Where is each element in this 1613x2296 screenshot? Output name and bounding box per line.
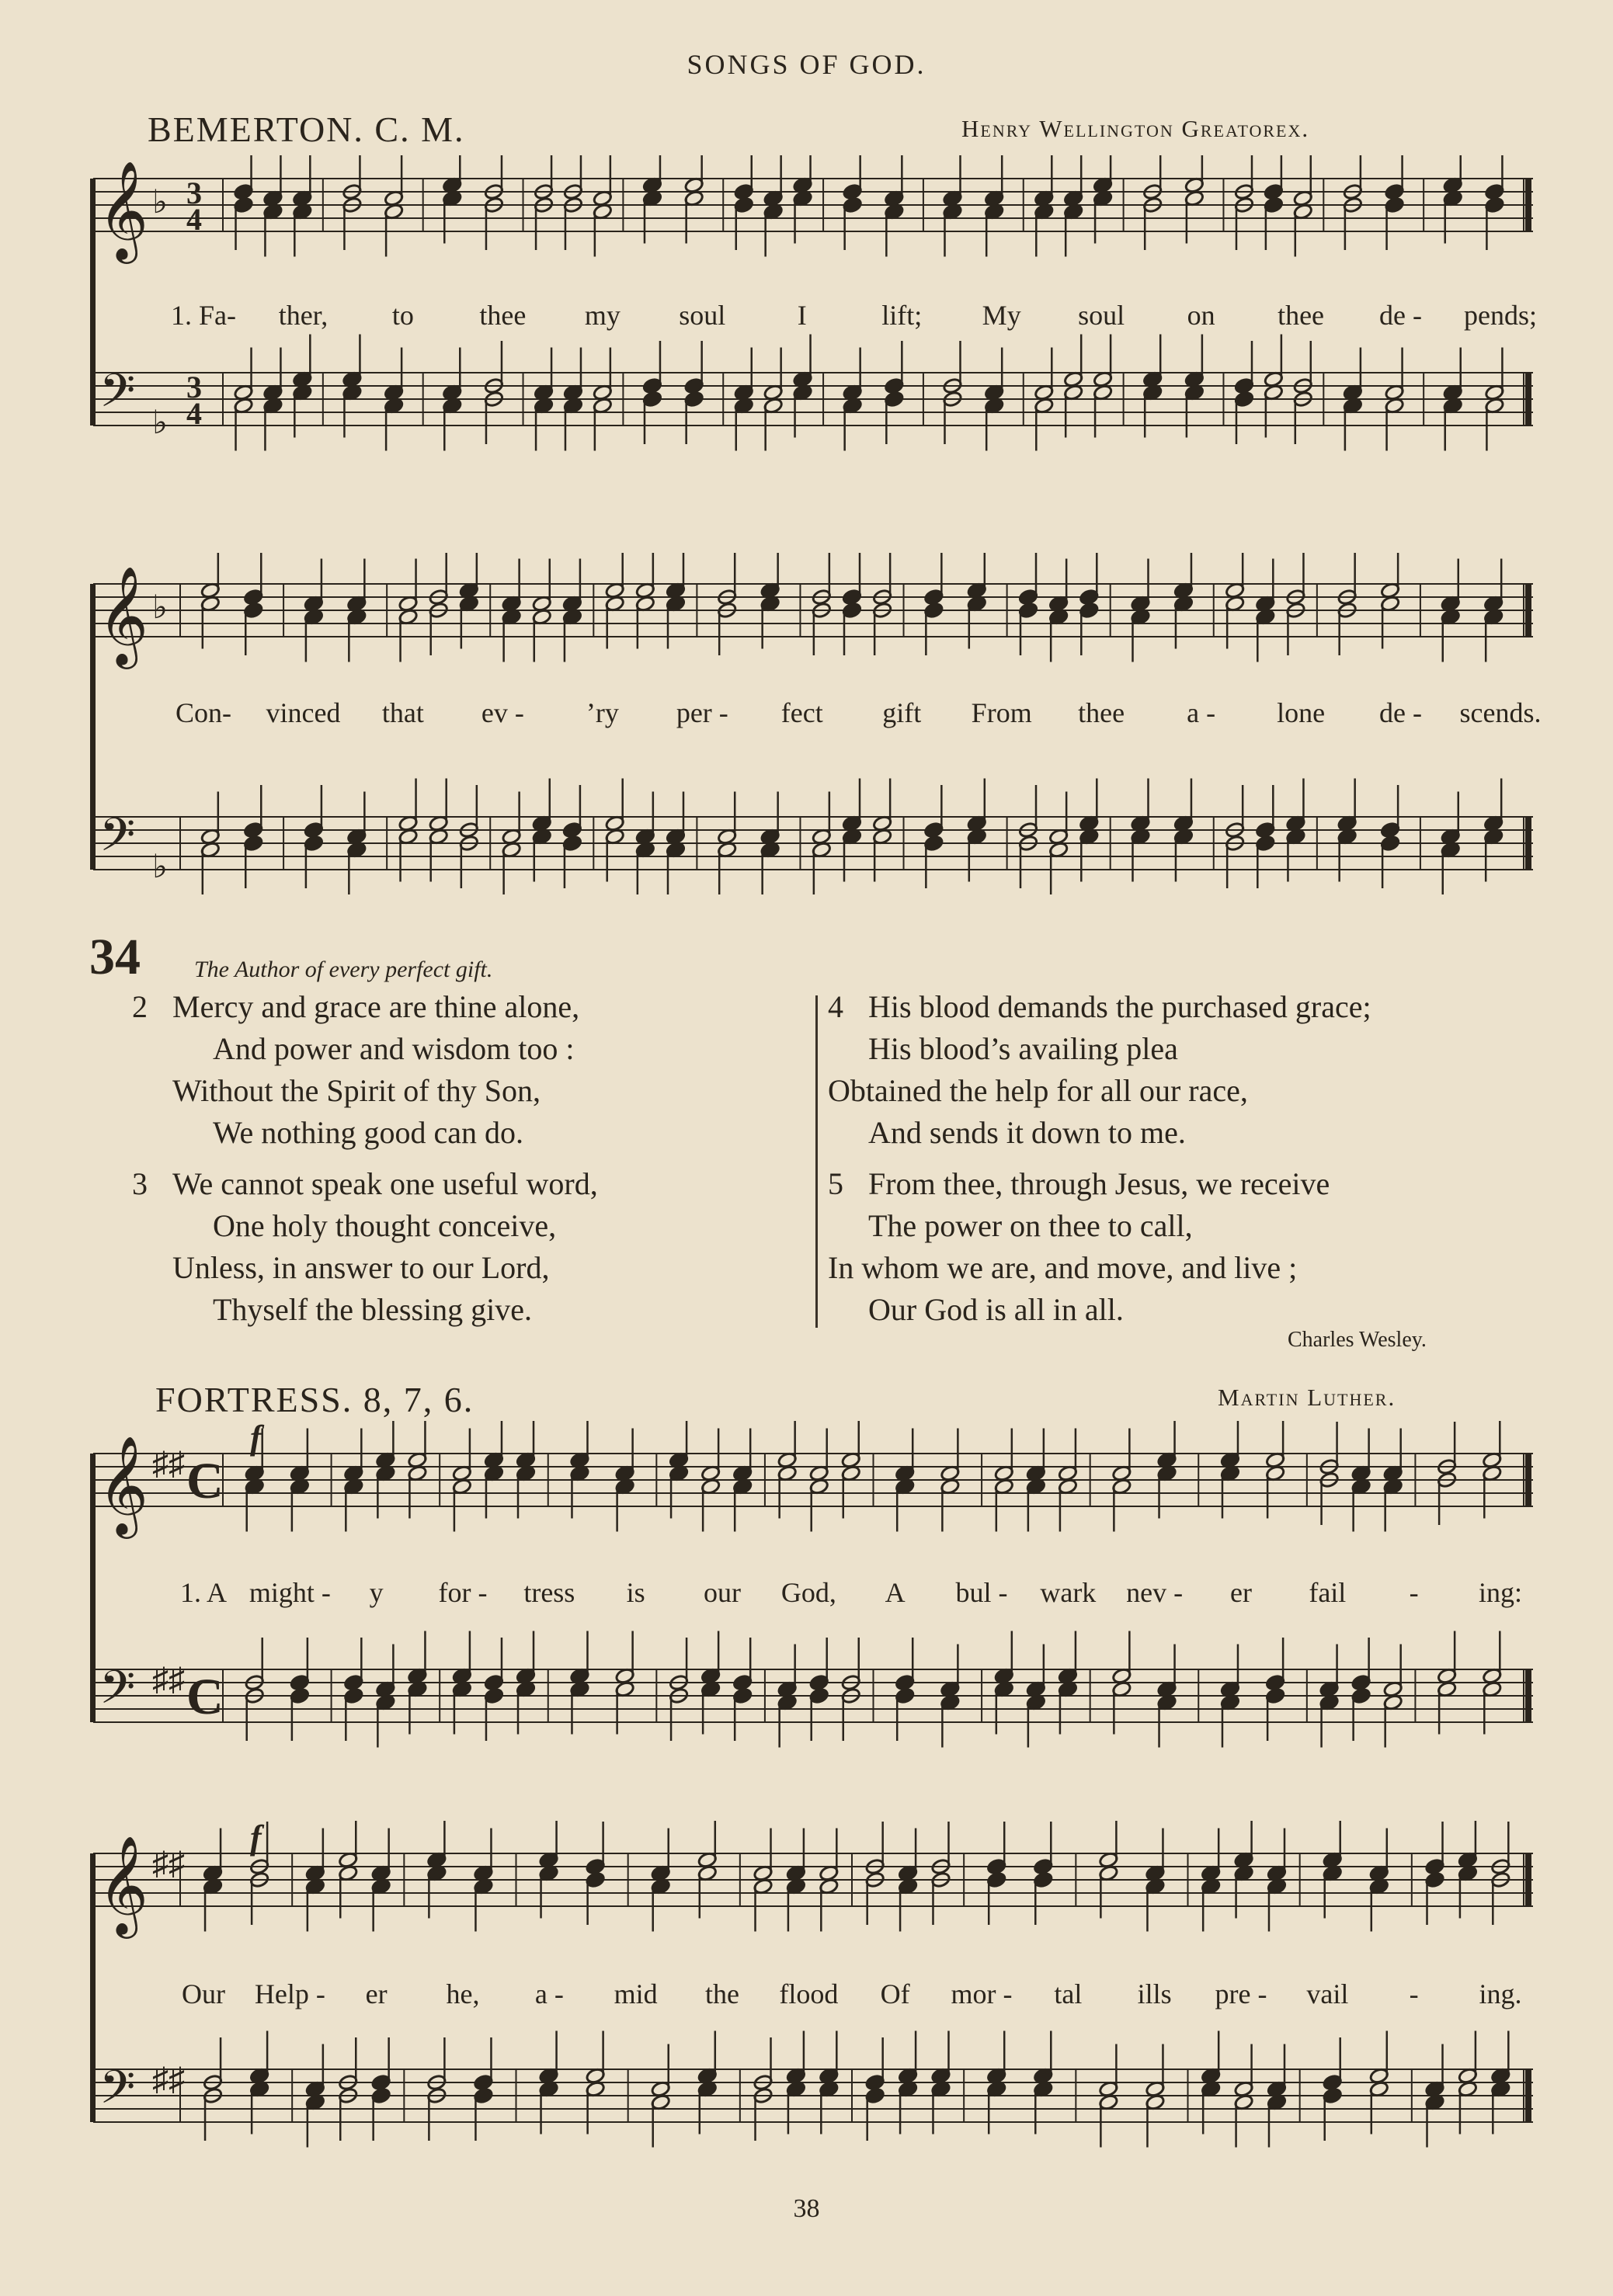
svg-text:3: 3	[186, 175, 202, 210]
stanza-column-right	[828, 986, 1371, 1340]
svg-text:𝄢: 𝄢	[99, 808, 136, 873]
lyric-syllable: lone	[1277, 697, 1326, 728]
lyric-syllable: ’ry	[586, 697, 619, 728]
lyric-syllable: soul	[679, 300, 726, 331]
lyric-syllable: mid	[614, 1978, 658, 2009]
composer-fortress: Martin Luther.	[1218, 1384, 1396, 1411]
hymn-number: 34	[89, 929, 141, 985]
svg-text:𝄞: 𝄞	[98, 160, 149, 259]
lyric-syllable: pre -	[1215, 1978, 1267, 2009]
stanza	[132, 1163, 598, 1331]
svg-text:4: 4	[186, 202, 202, 237]
svg-text:♭: ♭	[152, 405, 168, 441]
stanza-line: We cannot speak one useful word,	[172, 1166, 598, 1201]
svg-text:𝄢: 𝄢	[99, 1660, 136, 1725]
lyric-syllable: is	[626, 1577, 645, 1608]
lyric-syllable: tress	[523, 1577, 575, 1608]
stanza	[828, 986, 1371, 1154]
stanza-line: Unless, in answer to our Lord,	[172, 1250, 550, 1285]
stanza-number: 2	[132, 989, 148, 1024]
lyric-syllable: Help -	[254, 1978, 325, 2009]
stanza-line: We nothing good can do.	[213, 1115, 524, 1150]
hymn-author: Charles Wesley.	[1288, 1328, 1427, 1352]
lyric-syllable: 1. A	[179, 1577, 228, 1608]
score-system-fortress-1	[87, 1421, 1539, 1755]
lyric-syllable: -	[1409, 1978, 1419, 2009]
lyrics-line	[87, 696, 1542, 735]
tune-title-bemerton: BEMERTON. C. M.	[148, 109, 465, 149]
lyrics-line	[87, 1978, 1539, 2016]
svg-text:𝄞: 𝄞	[98, 1435, 149, 1534]
svg-text:♯♯: ♯♯	[152, 1447, 185, 1482]
svg-text:𝄢: 𝄢	[99, 2060, 136, 2125]
lyric-syllable: ev -	[481, 697, 524, 728]
lyric-syllable: er	[365, 1978, 388, 2009]
stanza-line: His blood demands the purchased grace;	[868, 989, 1371, 1024]
page-number: 38	[793, 2194, 820, 2223]
lyric-syllable: my	[584, 300, 621, 331]
lyric-syllable: My	[982, 300, 1021, 331]
lyric-syllable: ing:	[1478, 1577, 1523, 1608]
stanza-line: Mercy and grace are thine alone,	[172, 989, 580, 1024]
lyric-syllable: Our	[182, 1978, 225, 2009]
stanza-line: His blood’s availing plea	[868, 1031, 1178, 1066]
score-system-bemerton-2	[87, 553, 1542, 894]
lyric-syllable: that	[381, 697, 424, 728]
lyric-syllable: soul	[1078, 300, 1125, 331]
lyric-syllable: per -	[676, 697, 728, 728]
lyric-syllable: y	[369, 1577, 384, 1608]
lyric-syllable: pends;	[1464, 300, 1537, 331]
svg-text:𝄢: 𝄢	[99, 363, 136, 429]
stanza-line: Our God is all in all.	[868, 1292, 1124, 1327]
svg-text:C: C	[186, 1669, 224, 1725]
hymn-subtitle: The Author of every perfect gift.	[194, 957, 493, 982]
stanza-line: Without the Spirit of thy Son,	[172, 1073, 541, 1108]
lyric-syllable: to	[391, 300, 414, 331]
lyric-syllable: God,	[780, 1577, 836, 1608]
lyric-syllable: mor -	[951, 1978, 1013, 2009]
stanza-column-left	[132, 986, 598, 1340]
stanza-line: From thee, through Jesus, we receive	[868, 1166, 1330, 1201]
running-head: SONGS OF GOD.	[687, 49, 926, 80]
stanza-line: And power and wisdom too :	[213, 1031, 575, 1066]
lyric-syllable: gift	[882, 697, 922, 728]
lyric-syllable: thee	[479, 300, 527, 331]
svg-text:♯♯: ♯♯	[152, 1846, 185, 1882]
stanza-line: One holy thought conceive,	[213, 1208, 557, 1243]
lyric-syllable: tal	[1054, 1978, 1083, 2009]
lyric-syllable: fail	[1309, 1577, 1347, 1608]
tune-title-fortress: FORTRESS. 8, 7, 6.	[155, 1380, 475, 1419]
lyric-syllable: wark	[1040, 1577, 1097, 1608]
stanza-line: Thyself the blessing give.	[213, 1292, 533, 1327]
lyric-syllable: scends.	[1459, 697, 1542, 728]
lyric-syllable: thee	[1078, 697, 1125, 728]
column-divider	[815, 995, 818, 1328]
lyric-syllable: a -	[534, 1978, 564, 2009]
stanza-number: 3	[132, 1166, 148, 1201]
stanza-number: 4	[828, 989, 843, 1024]
composer-bemerton: Henry Wellington Greatorex.	[961, 115, 1310, 142]
svg-text:C: C	[186, 1453, 224, 1509]
lyrics-line	[87, 1576, 1539, 1615]
lyric-syllable: Of	[880, 1978, 910, 2009]
lyric-syllable: flood	[779, 1978, 839, 2009]
lyric-syllable: on	[1187, 300, 1215, 331]
lyric-syllable: our	[704, 1577, 741, 1608]
svg-text:𝄞: 𝄞	[98, 1835, 149, 1934]
lyric-syllable: vail	[1306, 1978, 1349, 2009]
svg-text:♭: ♭	[152, 590, 168, 626]
lyric-syllable: fect	[780, 697, 823, 728]
lyric-syllable: he,	[446, 1978, 480, 2009]
lyric-syllable: bul -	[955, 1577, 1008, 1608]
svg-text:♯♯: ♯♯	[152, 2062, 185, 2098]
score-system-fortress-2	[87, 1821, 1539, 2155]
lyric-syllable: might -	[249, 1577, 331, 1608]
lyric-syllable: de -	[1379, 697, 1423, 728]
lyric-syllable: the	[705, 1978, 739, 2009]
svg-text:♯♯: ♯♯	[152, 1662, 185, 1698]
lyric-syllable: ills	[1137, 1978, 1172, 2009]
lyric-syllable: for -	[438, 1577, 488, 1608]
lyrics-line	[87, 299, 1539, 338]
svg-text:♭: ♭	[152, 185, 168, 221]
stanza	[132, 986, 598, 1154]
lyric-syllable: Con-	[176, 697, 231, 728]
lyric-syllable: A	[885, 1577, 906, 1608]
stanza	[828, 1163, 1371, 1331]
stanza-line: Obtained the help for all our race,	[828, 1073, 1248, 1108]
stanza-line: In whom we are, and move, and live ;	[828, 1250, 1298, 1285]
lyric-syllable: vinced	[266, 697, 341, 728]
lyric-syllable: lift;	[881, 300, 923, 331]
lyric-syllable: nev -	[1126, 1577, 1184, 1608]
lyric-syllable: a -	[1187, 697, 1216, 728]
svg-text:4: 4	[186, 396, 202, 431]
lyric-syllable: ing.	[1479, 1978, 1522, 2009]
lyric-syllable: From	[971, 697, 1032, 728]
svg-text:3: 3	[186, 370, 202, 405]
stanza-line: The power on thee to call,	[868, 1208, 1193, 1243]
stanza-number: 5	[828, 1166, 843, 1201]
svg-text:♭: ♭	[152, 849, 168, 885]
score-system-bemerton-1	[87, 155, 1539, 497]
svg-text:f: f	[250, 1821, 262, 1857]
svg-text:𝄞: 𝄞	[98, 565, 149, 665]
lyric-syllable: de -	[1379, 300, 1423, 331]
stanza-line: And sends it down to me.	[868, 1115, 1186, 1150]
lyric-syllable: ther,	[278, 300, 329, 331]
lyric-syllable: -	[1409, 1577, 1419, 1608]
svg-text:f: f	[250, 1421, 262, 1457]
lyric-syllable: thee	[1278, 300, 1325, 331]
lyric-syllable: er	[1230, 1577, 1252, 1608]
lyric-syllable: 1. Fa-	[171, 300, 236, 331]
lyric-syllable: I	[797, 300, 807, 331]
